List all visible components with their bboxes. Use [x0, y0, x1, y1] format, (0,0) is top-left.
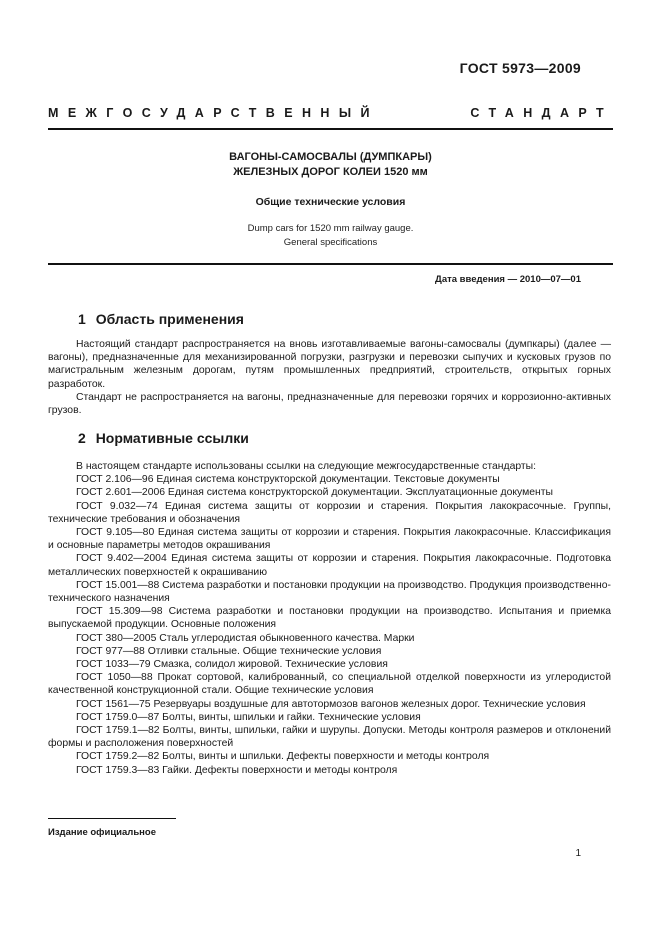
title-line-2: ЖЕЛЕЗНЫХ ДОРОГ КОЛЕИ 1520 мм — [233, 166, 428, 178]
footer-rule — [48, 818, 176, 819]
section-2-number: 2 — [78, 430, 86, 446]
top-rule — [48, 128, 613, 130]
reference-item: ГОСТ 1759.2—82 Болты, винты и шпильки. Дефекты поверхности и методы контроля — [76, 751, 490, 763]
reference-item: ГОСТ 1759.3—83 Гайки. Дефекты поверхности и методы контроля — [76, 764, 398, 776]
document-title — [48, 150, 613, 180]
english-title-line-2: General specifications — [283, 237, 378, 248]
introduction-date: Дата введения — 2010—07—01 — [435, 274, 581, 285]
section-2-title: Нормативные ссылки — [95, 430, 249, 446]
reference-item: ГОСТ 9.032—74 Единая система защиты от коррозии и старения. Покрытия лакокрасочные. Группы, технические требования и обозначения — [48, 500, 611, 525]
title-line-1: ВАГОНЫ-САМОСВАЛЫ (ДУМПКАРЫ) — [229, 151, 432, 163]
reference-item: ГОСТ 380—2005 Сталь углеродистая обыкновенного качества. Марки — [76, 632, 415, 644]
reference-item: ГОСТ 1759.0—87 Болты, винты, шпильки и гайки. Технические условия — [76, 711, 421, 723]
reference-item: ГОСТ 1759.1—82 Болты, винты, шпильки, гайки и шурупы. Допуски. Методы контроля размеров и отклонений формы и расположения поверхностей — [48, 725, 611, 750]
section-2-intro: В настоящем стандарте использованы ссылки на следующие межгосударственные стандарты: — [76, 461, 537, 472]
document-subtitle: Общие технические условия — [255, 196, 406, 208]
title-rule — [48, 263, 613, 265]
reference-item: ГОСТ 2.601—2006 Единая система конструкторской документации. Эксплуатационные документы — [76, 487, 554, 499]
reference-item: ГОСТ 1050—88 Прокат сортовой, калиброванный, со специальной отделкой поверхности из углеродистой качественной конструкционной стали. Общие технические условия — [48, 672, 611, 697]
edition-note: Издание официальное — [48, 827, 156, 838]
reference-item: ГОСТ 1561—75 Резервуары воздушные для автотормозов вагонов железных дорог. Технические условия — [76, 698, 586, 710]
section-2-body — [48, 460, 611, 777]
section-1-title: Область применения — [95, 311, 244, 327]
gost-number: ГОСТ 5973—2009 — [459, 60, 581, 76]
section-2-heading — [78, 430, 249, 446]
section-1-paragraph: Стандарт не распространяется на вагоны, предназначенные для перевозки горячих и коррозионно-активных грузов. — [48, 391, 611, 417]
reference-item: ГОСТ 2.106—96 Единая система конструкторской документации. Текстовые документы — [76, 474, 500, 486]
reference-item: ГОСТ 9.105—80 Единая система защиты от коррозии и старения. Покрытия лакокрасочные. Классификация и основные параметры методов окрашивания — [48, 527, 611, 552]
reference-item: ГОСТ 9.402—2004 Единая система защиты от коррозии и старения. Покрытия лакокрасочные. Подготовка металлических поверхностей к окрашиванию — [48, 553, 611, 578]
english-title — [48, 222, 613, 250]
english-title-line-1: Dump cars for 1520 mm railway gauge. — [247, 223, 414, 234]
section-1-heading — [78, 311, 244, 327]
reference-item: ГОСТ 15.309—98 Система разработки и постановки продукции на производство. Испытания и приемка выпускаемой продукции. Основные положения — [48, 606, 611, 631]
standard-type-heading: МЕЖГОСУДАРСТВЕННЫЙ СТАНДАРТ — [48, 106, 613, 120]
section-1-paragraph: Настоящий стандарт распространяется на вновь изготавливаемые вагоны-самосвалы (думпкары) (далее — вагоны), предназначенные для механизированной погрузки, разгрузки и перевозки сыпучих и кусковых грузов по магистральным железным дорогам, путям промышленных предприятий, строительств, открытых горных разработок. — [48, 339, 611, 390]
section-1-number: 1 — [78, 311, 86, 327]
reference-item: ГОСТ 977—88 Отливки стальные. Общие технические условия — [76, 645, 382, 657]
reference-item: ГОСТ 1033—79 Смазка, солидол жировой. Технические условия — [76, 659, 388, 671]
page-number: 1 — [575, 848, 581, 859]
section-1-body — [48, 338, 611, 417]
reference-item: ГОСТ 15.001—88 Система разработки и постановки продукции на производство. Продукция производственно-технического назначения — [48, 579, 611, 605]
